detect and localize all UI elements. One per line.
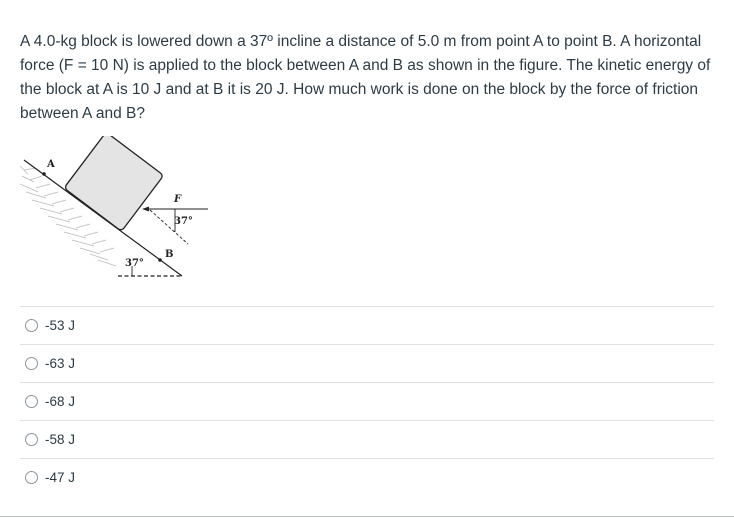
force-angle-label: 37° xyxy=(174,216,193,227)
radio-button[interactable] xyxy=(25,395,38,408)
answer-label: -68 J xyxy=(45,394,76,409)
incline-figure xyxy=(20,136,220,286)
force-label: F xyxy=(174,194,182,205)
point-b-dot xyxy=(158,258,162,262)
answer-label: -58 J xyxy=(45,432,76,447)
answer-label: -47 J xyxy=(45,470,76,485)
answer-label: -63 J xyxy=(45,356,76,371)
bottom-divider xyxy=(0,516,734,517)
radio-button[interactable] xyxy=(25,357,38,370)
answer-label: -53 J xyxy=(45,318,76,333)
answer-option[interactable] xyxy=(20,344,714,382)
radio-button[interactable] xyxy=(25,433,38,446)
point-b-label: B xyxy=(165,249,174,260)
answer-option[interactable] xyxy=(20,382,714,420)
force-arrowhead xyxy=(142,207,149,212)
point-a-label: A xyxy=(47,159,55,170)
answer-option[interactable] xyxy=(20,458,714,496)
radio-button[interactable] xyxy=(25,471,38,484)
incline-angle-label: 37° xyxy=(125,258,144,269)
question-text: A 4.0-kg block is lowered down a 37º incline a distance of 5.0 m from point A to point B. A horizontal force (F = 10 N) is applied to the block between A and B as shown in the figure. The kinetic energy of the block at A is 10 J and at B it is 20 J. How much work is done on the block by the force of friction between A and B? xyxy=(20,33,711,122)
point-a-dot xyxy=(42,172,46,176)
answer-list xyxy=(20,306,714,496)
answer-option[interactable] xyxy=(20,420,714,458)
answer-option[interactable] xyxy=(20,306,714,344)
radio-button[interactable] xyxy=(25,319,38,332)
